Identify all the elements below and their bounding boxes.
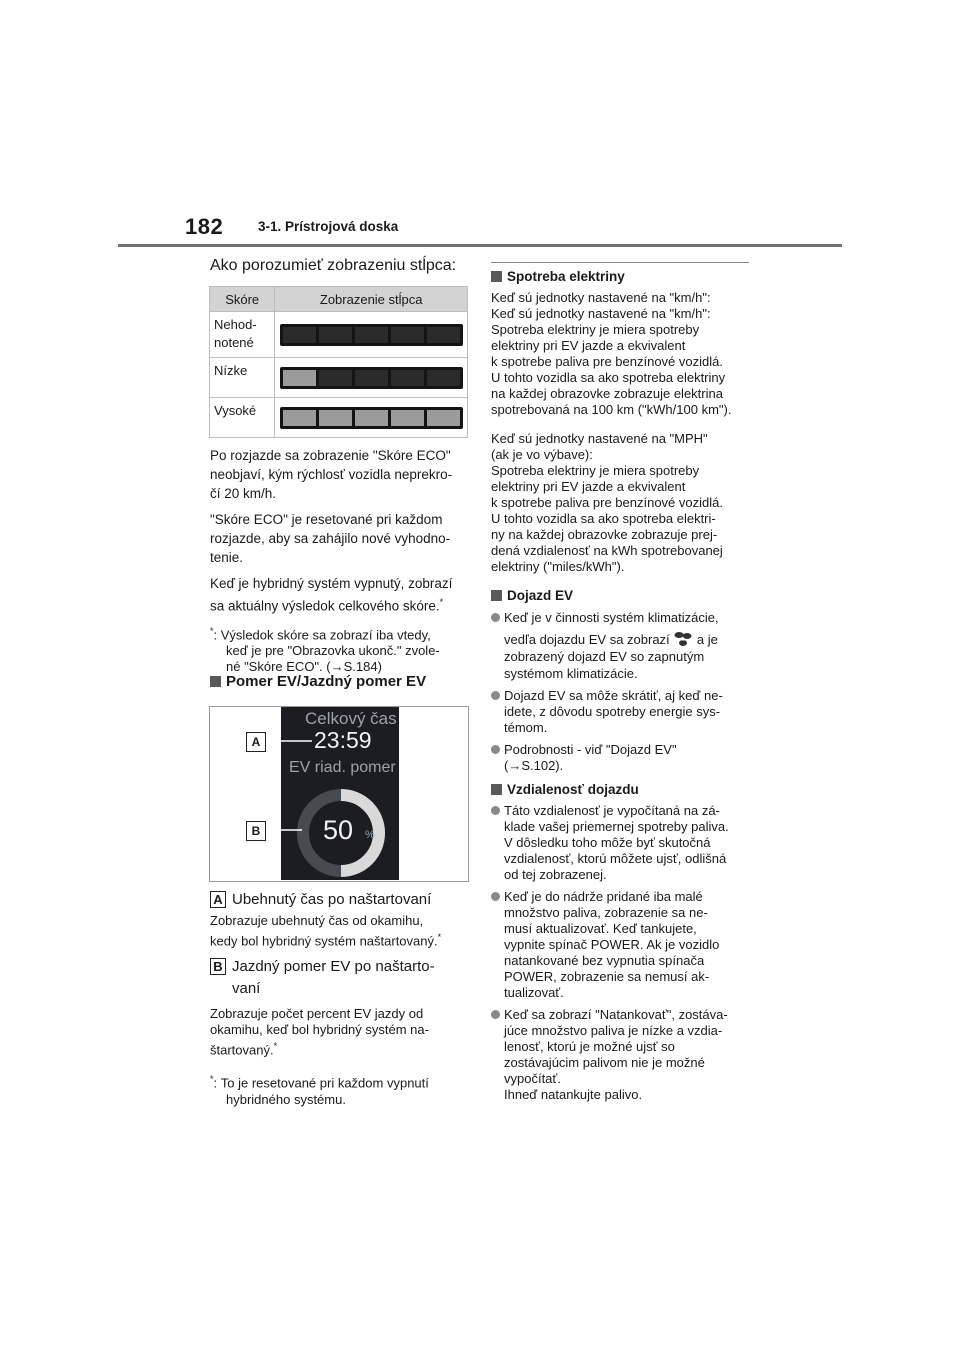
text-line: od tej zobrazenej. bbox=[504, 867, 607, 882]
display-subtitle: EV riad. pomer bbox=[289, 759, 396, 776]
text-line: U tohto vozidla sa ako spotreba elektri- bbox=[491, 511, 716, 526]
square-bullet-icon bbox=[210, 676, 221, 687]
text-line: (→S.102). bbox=[504, 758, 564, 773]
item-a: A Ubehnutý čas po naštartovaní Zobrazuje ubehnutý čas od okamihu, kedy bol hybridný systém naštartovaný.* bbox=[210, 891, 442, 949]
text-line: klade vašej priemernej spotreby paliva. bbox=[504, 819, 729, 834]
table-row bbox=[210, 398, 468, 438]
text-line: spotrebovaná na 100 km ("kWh/100 km"). bbox=[491, 402, 732, 417]
bullet-icon bbox=[491, 892, 500, 901]
text-line: Keď sa zobrazí "Natankovať", zostáva- bbox=[504, 1007, 728, 1022]
text-line: dená vzdialenosť na kWh spotrebovanej bbox=[491, 543, 723, 558]
text-line: ny na každej obrazovke zobrazuje prej- bbox=[491, 527, 718, 542]
score-table bbox=[209, 286, 468, 438]
square-bullet-icon bbox=[491, 271, 502, 282]
climate-fan-icon bbox=[673, 631, 693, 647]
bar-segment bbox=[391, 370, 424, 386]
text-line: Keď sú jednotky nastavené na "km/h": bbox=[491, 306, 711, 321]
callout-lines bbox=[260, 730, 320, 840]
paragraph: Po rozjazde sa zobrazenie "Skóre ECO" neobjaví, kým rýchlosť vozidla neprekro- čí 20 km/h. "Skóre ECO" je resetované pri každom rozjazde, aby sa zahájilo nové vyhodno- tenie. Keď je hybridný systém vypnutý, zobrazí sa aktuálny výsledok celkového skóre.* *: Výsledok skóre sa zobrazí iba vtedy, keď je pre "Obrazovka ukonč." zvole- né "Skóre ECO". (→S.184) bbox=[210, 448, 453, 674]
table-header-row bbox=[210, 287, 468, 312]
text-line: júce množstvo paliva je nízke a vzdia- bbox=[504, 1023, 723, 1038]
right-rule bbox=[491, 262, 749, 263]
text-line: POWER, zobrazenie sa nemusí ak- bbox=[504, 969, 710, 984]
list-item: Keď je v činnosti systém klimatizácie, vedľa dojazdu EV sa zobrazí a je zobrazený dojazd EV so zapnutým systémom klimatizácie. bbox=[491, 609, 749, 682]
display-time: 23:59 bbox=[314, 727, 372, 753]
paragraph-kmh bbox=[491, 290, 749, 418]
text-line: k spotrebe paliva pre benzínové vozidlá. bbox=[491, 354, 723, 369]
display-title: Celkový čas bbox=[305, 709, 397, 728]
text-line: Keď sú jednotky nastavené na "MPH" bbox=[491, 431, 708, 446]
label-a-box: A bbox=[210, 891, 226, 908]
text-line: (ak je vo výbave): bbox=[491, 447, 593, 462]
lead-text: Ako porozumieť zobrazeniu stĺpca: bbox=[210, 257, 457, 274]
text-line: k spotrebe paliva pre benzínové vozidlá. bbox=[491, 495, 723, 510]
text-line: množstvo paliva, zobrazenie sa ne- bbox=[504, 905, 708, 920]
text-line: Spotreba elektriny je miera spotreby bbox=[491, 322, 700, 337]
score-label: Nízke bbox=[210, 358, 275, 398]
col-header-score: Skóre bbox=[210, 287, 275, 312]
bar-segment bbox=[319, 370, 352, 386]
ratio-unit: % bbox=[365, 829, 375, 841]
page-number: 182 bbox=[185, 214, 224, 239]
text-line: idete, z dôvodu spotreby energie sys- bbox=[504, 704, 721, 719]
bar-segment bbox=[391, 410, 424, 426]
bullet-icon bbox=[491, 1010, 500, 1019]
text-line: témom. bbox=[504, 720, 548, 735]
text-line: Keď sú jednotky nastavené na "km/h": bbox=[491, 290, 711, 305]
list-item bbox=[491, 803, 749, 883]
bullet-icon bbox=[491, 745, 500, 754]
bar-display bbox=[280, 407, 463, 429]
header-rule bbox=[118, 244, 842, 247]
list-item bbox=[491, 889, 749, 1001]
text-line: musí aktualizovať. Keď tankujete, bbox=[504, 921, 697, 936]
text-line: elektriny ("miles/kWh"). bbox=[491, 559, 625, 574]
bar-segment bbox=[427, 370, 460, 386]
callout-b: B bbox=[246, 821, 266, 841]
list-item bbox=[491, 742, 749, 774]
table-row bbox=[210, 358, 468, 398]
text-line: Keď je do nádrže pridané iba malé bbox=[504, 889, 703, 904]
text-line: Táto vzdialenosť je vypočítaná na zá- bbox=[504, 803, 720, 818]
text-line: elektriny pri EV jazde a ekvivalent bbox=[491, 338, 686, 353]
right-column bbox=[491, 269, 749, 1103]
text-line: Ihneď natankujte palivo. bbox=[504, 1087, 643, 1102]
heading-range-distance: Vzdialenosť dojazdu bbox=[491, 782, 749, 797]
text-line: Spotreba elektriny je miera spotreby bbox=[491, 463, 700, 478]
bar-segment bbox=[283, 410, 316, 426]
text-line: zostávajúcim palivom nie je možné bbox=[504, 1055, 705, 1070]
label-b-box: B bbox=[210, 958, 226, 975]
score-label: Nehod- notené bbox=[210, 312, 275, 358]
text-line: lenosť, ktorú je možné ujsť so bbox=[504, 1039, 675, 1054]
text-line: vypnite spínač POWER. Ak je vozidlo bbox=[504, 937, 720, 952]
text-line: U tohto vozidla sa ako spotreba elektriny bbox=[491, 370, 726, 385]
bar-segment bbox=[283, 370, 316, 386]
bar-segment bbox=[319, 327, 352, 343]
heading-ev-range: Dojazd EV bbox=[491, 588, 749, 603]
text-line: Dojazd EV sa môže skrátiť, aj keď ne- bbox=[504, 688, 723, 703]
paragraph-mph bbox=[491, 431, 749, 575]
text-line: vypočítať. bbox=[504, 1071, 561, 1086]
callout-a: A bbox=[246, 732, 266, 752]
section-title: 3-1. Prístrojová doska bbox=[258, 219, 399, 234]
score-label: Vysoké bbox=[210, 398, 275, 438]
bar-segment bbox=[427, 327, 460, 343]
bar-segment bbox=[355, 410, 388, 426]
text-line: Podrobnosti - viď "Dojazd EV" bbox=[504, 742, 677, 757]
text-line: na každej obrazovke zobrazuje elektrina bbox=[491, 386, 723, 401]
square-bullet-icon bbox=[491, 784, 502, 795]
bar-segment bbox=[391, 327, 424, 343]
heading-ev-ratio: Pomer EV/Jazdný pomer EV bbox=[210, 673, 468, 690]
list-item bbox=[491, 1007, 749, 1103]
text-line: tualizovať. bbox=[504, 985, 564, 1000]
square-bullet-icon bbox=[491, 590, 502, 601]
bullet-icon bbox=[491, 691, 500, 700]
list-item bbox=[491, 688, 749, 736]
text-line: V dôsledku toho môže byť skutočná bbox=[504, 835, 711, 850]
text-line: elektriny pri EV jazde a ekvivalent bbox=[491, 479, 686, 494]
bar-display bbox=[280, 367, 463, 389]
bar-segment bbox=[283, 327, 316, 343]
bar-segment bbox=[355, 327, 388, 343]
bar-segment bbox=[355, 370, 388, 386]
heading-electricity: Spotreba elektriny bbox=[491, 269, 749, 284]
text-line: vzdialenosť, ktorú môžete ujsť, odlišná bbox=[504, 851, 727, 866]
table-row bbox=[210, 312, 468, 358]
col-header-bar: Zobrazenie stĺpca bbox=[275, 287, 468, 312]
bullet-icon bbox=[491, 613, 500, 622]
item-b: B Jazdný pomer EV po naštarto- vaní Zobrazuje počet percent EV jazdy od okamihu, keď bol hybridný systém na- štartovaný.* *: To je resetované pri každom vypnutí hybridného systému. bbox=[210, 958, 435, 1107]
bar-display bbox=[280, 324, 463, 346]
ratio-value: 50 bbox=[323, 815, 354, 845]
bar-segment bbox=[319, 410, 352, 426]
text-line: natankované bez vypnutia spínača bbox=[504, 953, 705, 968]
bullet-icon bbox=[491, 806, 500, 815]
bar-segment bbox=[427, 410, 460, 426]
